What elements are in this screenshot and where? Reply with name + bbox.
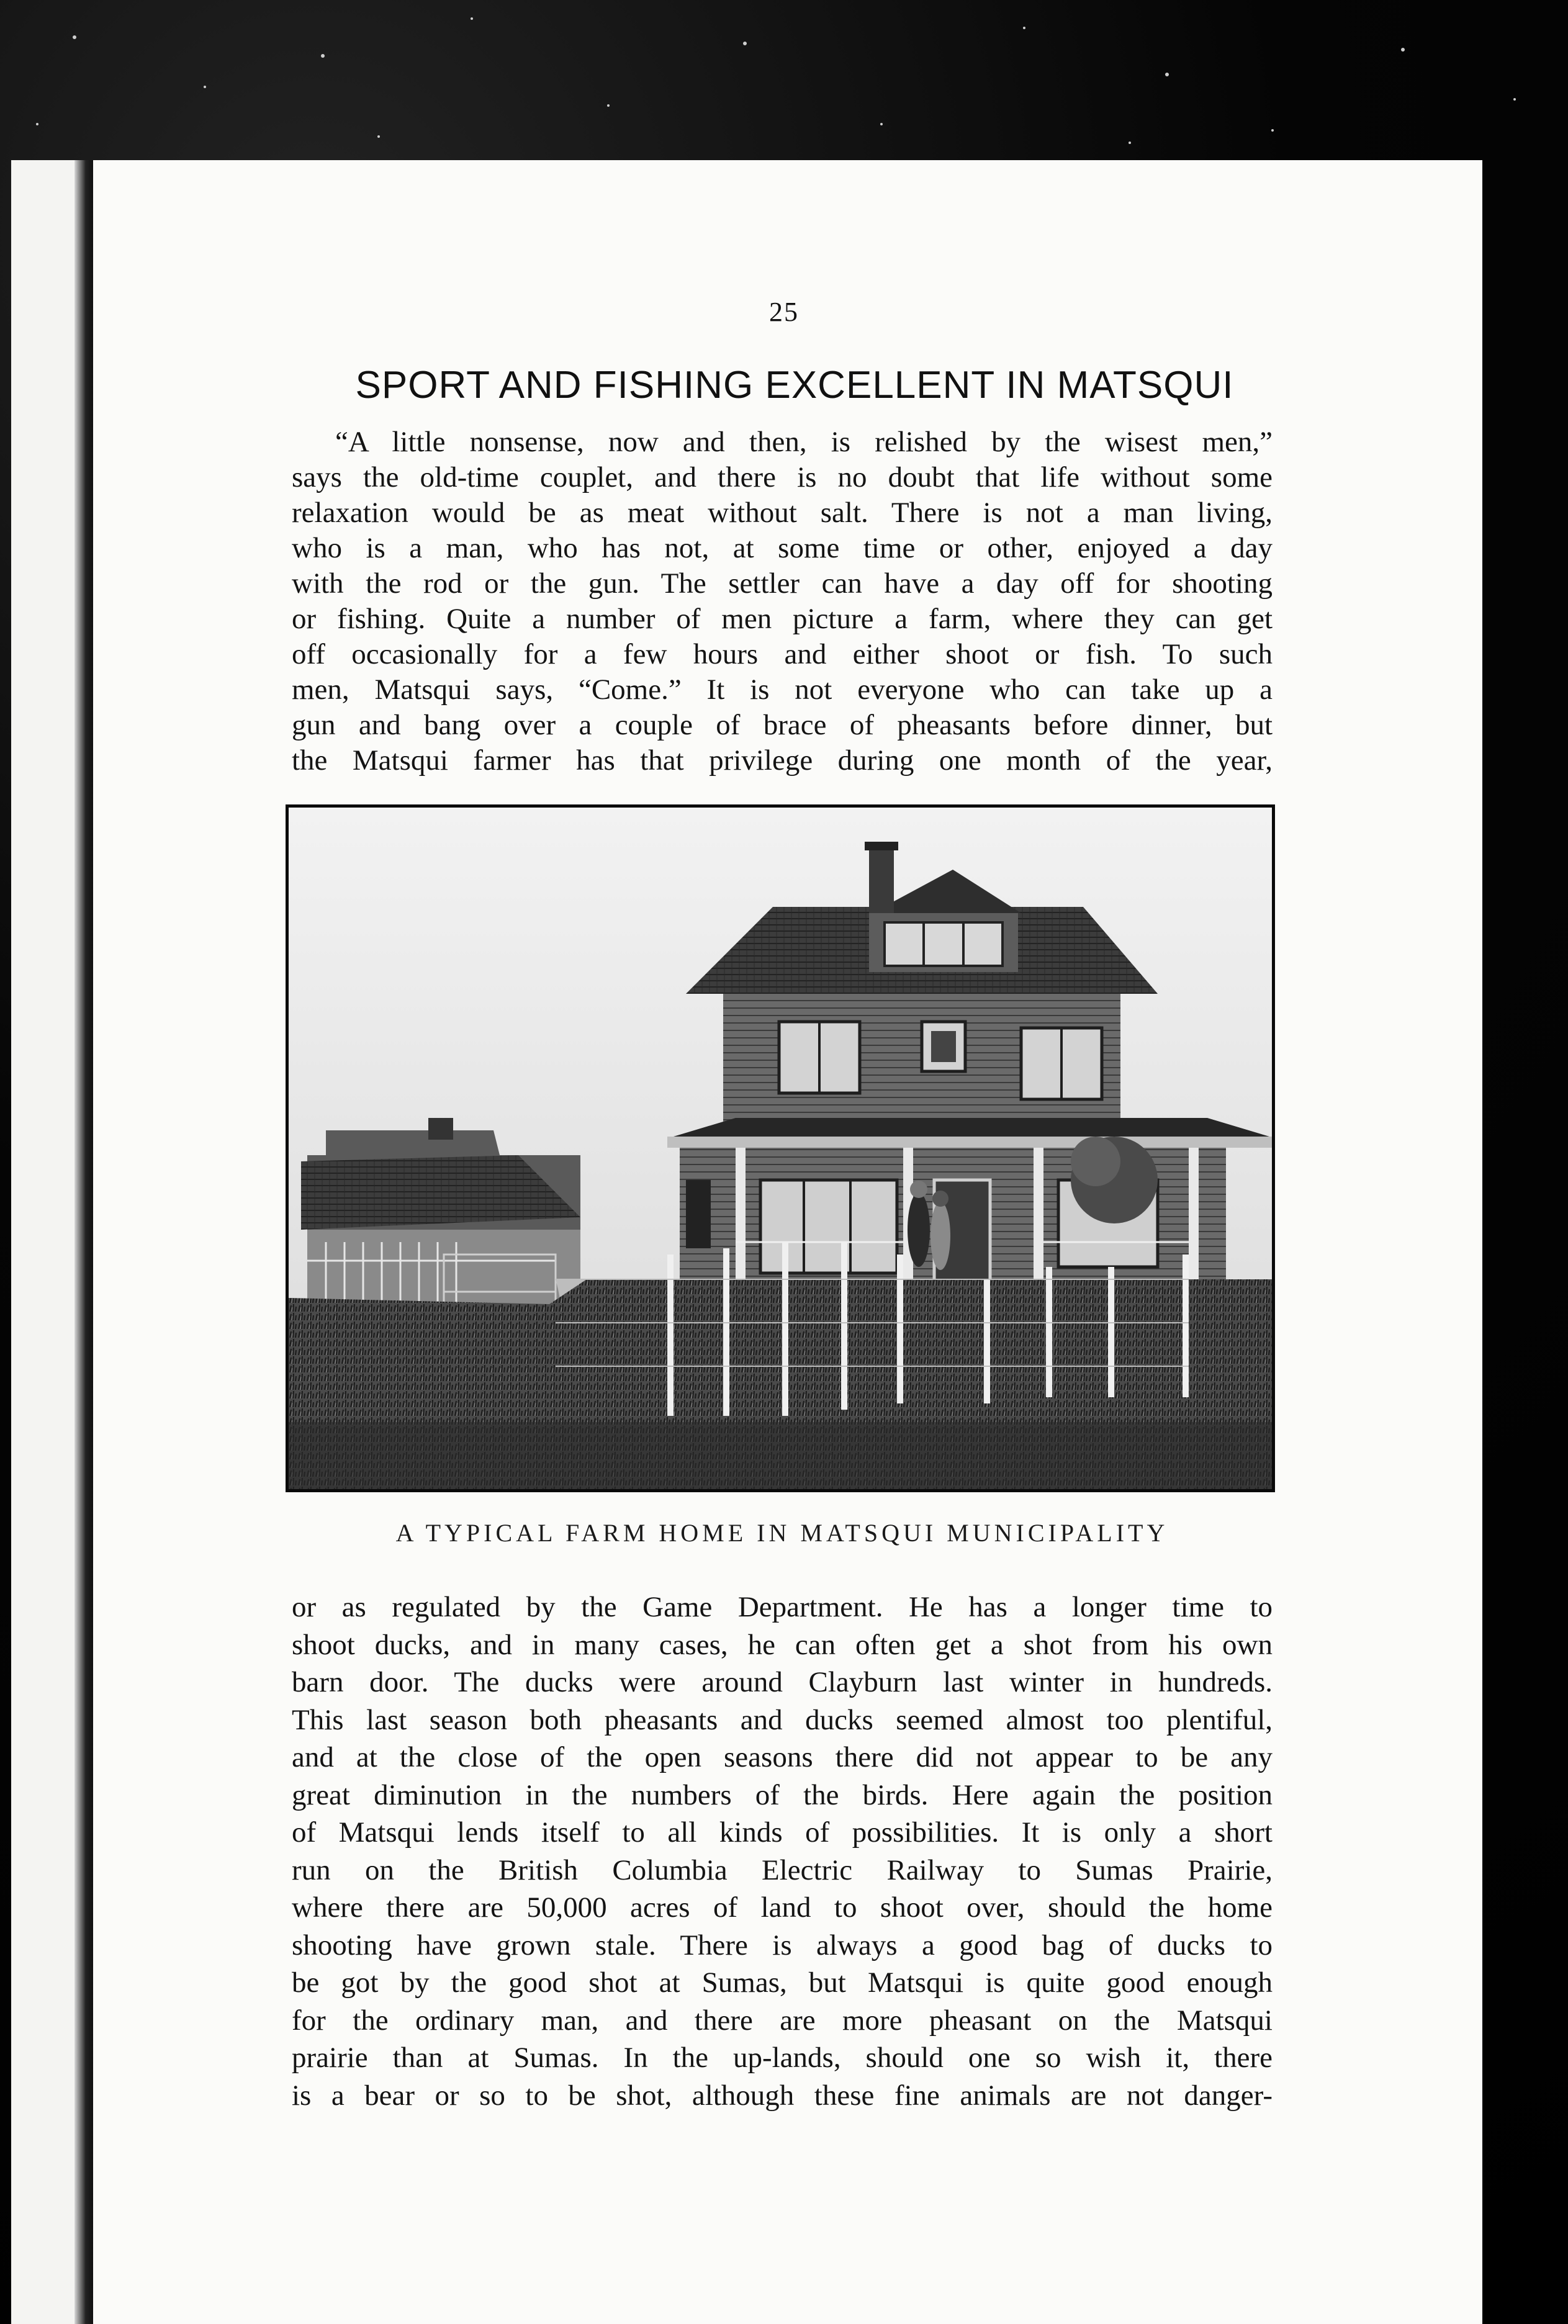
text-line: or as regulated by the Game Department. He has a longer time to [292, 1591, 1273, 1623]
text-line: great diminution in the numbers of the birds. Here again the position [292, 1778, 1273, 1811]
text-line: says the old-time couplet, and there is no doubt that life without some [292, 461, 1273, 493]
text-line: shooting have grown stale. There is always a good bag of ducks to [292, 1929, 1273, 1961]
text-line: who is a man, who has not, at some time or other, enjoyed a day [292, 532, 1273, 564]
page-number: 25 [769, 297, 799, 327]
text-line: relaxation would be as meat without salt. There is not a man living, [292, 497, 1273, 529]
text-line: gun and bang over a couple of brace of pheasants before dinner, but [292, 709, 1273, 741]
text-line: “A little nonsense, now and then, is relished by the wisest men,” [335, 426, 1273, 458]
text-line: and at the close of the open seasons there did not appear to be any [292, 1741, 1273, 1773]
text-line: for the ordinary man, and there are more pheasant on the Matsqui [292, 2004, 1273, 2037]
farm-house-photo [286, 804, 1275, 1492]
text-line: with the rod or the gun. The settler can have a day off for shooting [292, 567, 1273, 600]
paragraph-2 [292, 1588, 1273, 2114]
scan-speckles [0, 0, 1568, 161]
text-line: This last season both pheasants and ducks seemed almost too plentiful, [292, 1703, 1273, 1736]
text-line: the Matsqui farmer has that privilege during one month of the year, [292, 744, 1273, 777]
text-line: of Matsqui lends itself to all kinds of possibilities. It is only a short [292, 1816, 1273, 1849]
text-line: barn door. The ducks were around Clayburn last winter in hundreds. [292, 1666, 1273, 1698]
text-line: or fishing. Quite a number of men picture a farm, where they can get [292, 603, 1273, 635]
photo-caption: A TYPICAL FARM HOME IN MATSQUI MUNICIPALITY [395, 1519, 1169, 1547]
house-illustration [289, 808, 1272, 1489]
text-line: prairie than at Sumas. In the up-lands, should one so wish it, there [292, 2042, 1273, 2074]
text-line: be got by the good shot at Sumas, but Matsqui is quite good enough [292, 1966, 1273, 1999]
text-line: where there are 50,000 acres of land to shoot over, should the home [292, 1891, 1273, 1924]
text-line: run on the British Columbia Electric Railway to Sumas Prairie, [292, 1853, 1273, 1886]
page-gutter-shadow [74, 160, 93, 2324]
text-line: men, Matsqui says, “Come.” It is not everyone who can take up a [292, 673, 1273, 706]
text-line: shoot ducks, and in many cases, he can often get a shot from his own [292, 1628, 1273, 1661]
text-line: is a bear or so to be shot, although these fine animals are not danger- [292, 2079, 1273, 2112]
article-title: SPORT AND FISHING EXCELLENT IN MATSQUI [355, 364, 1234, 407]
paragraph-1 [292, 425, 1273, 778]
text-line: off occasionally for a few hours and either shoot or fish. To such [292, 638, 1273, 670]
